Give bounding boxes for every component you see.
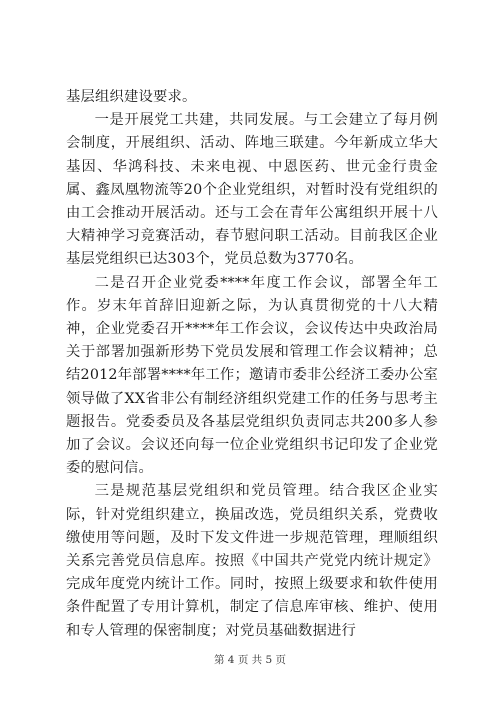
paragraph-annual-work-meeting: 二是召开企业党委****年度工作会议，部署全年工作。岁末年首辞旧迎新之际，为认真贯彻党的十八大精神，企业党委召开****年工作会议，会议传达中央政治局关于部署加强新形势下党员发展和管理工作会议精神；总结2012年部署****年工作；邀请市委非公经济工委办公室领导做了XX省非公有制经济组织党建工作的任务与思考主题报告。党委委员及各基层党组织负责同志共200多人参加了会议。会议还向每一位企业党组织书记印发了企业党委的慰问信。 [66, 274, 438, 477]
page-number-footer: 第 4 页 共 5 页 [213, 654, 287, 666]
document-body [66, 86, 438, 643]
paragraph-continuation: 基层组织建设要求。 [66, 89, 197, 105]
paragraph-party-union-cooperation: 一是开展党工共建，共同发展。与工会建立了每月例会制度，开展组织、活动、阵地三联建。今年新成立华大基因、华鸿科技、未来电视、中恩医药、世元金行贵金属、鑫凤凰物流等20个企业党组织，对暂时没有党组织的由工会推动开展活动。还与工会在青年公寓组织开展十八大精神学习竞赛活动，春节慰问职工活动。目前我区企业基层党组织已达303个，党员总数为3770名。 [66, 112, 438, 268]
paragraph-party-member-management: 三是规范基层党组织和党员管理。结合我区企业实际，针对党组织建立，换届改选，党员组织关系，党费收缴使用等问题，及时下发文件进一步规范管理，理顺组织关系完善党员信息库。按照《中国共产党党内统计规定》完成年度党内统计工作。同时，按照上级要求和软件使用条件配置了专用计算机，制定了信息库审核、维护、使用和专人管理的保密制度；对党员基础数据进行 [66, 483, 438, 639]
